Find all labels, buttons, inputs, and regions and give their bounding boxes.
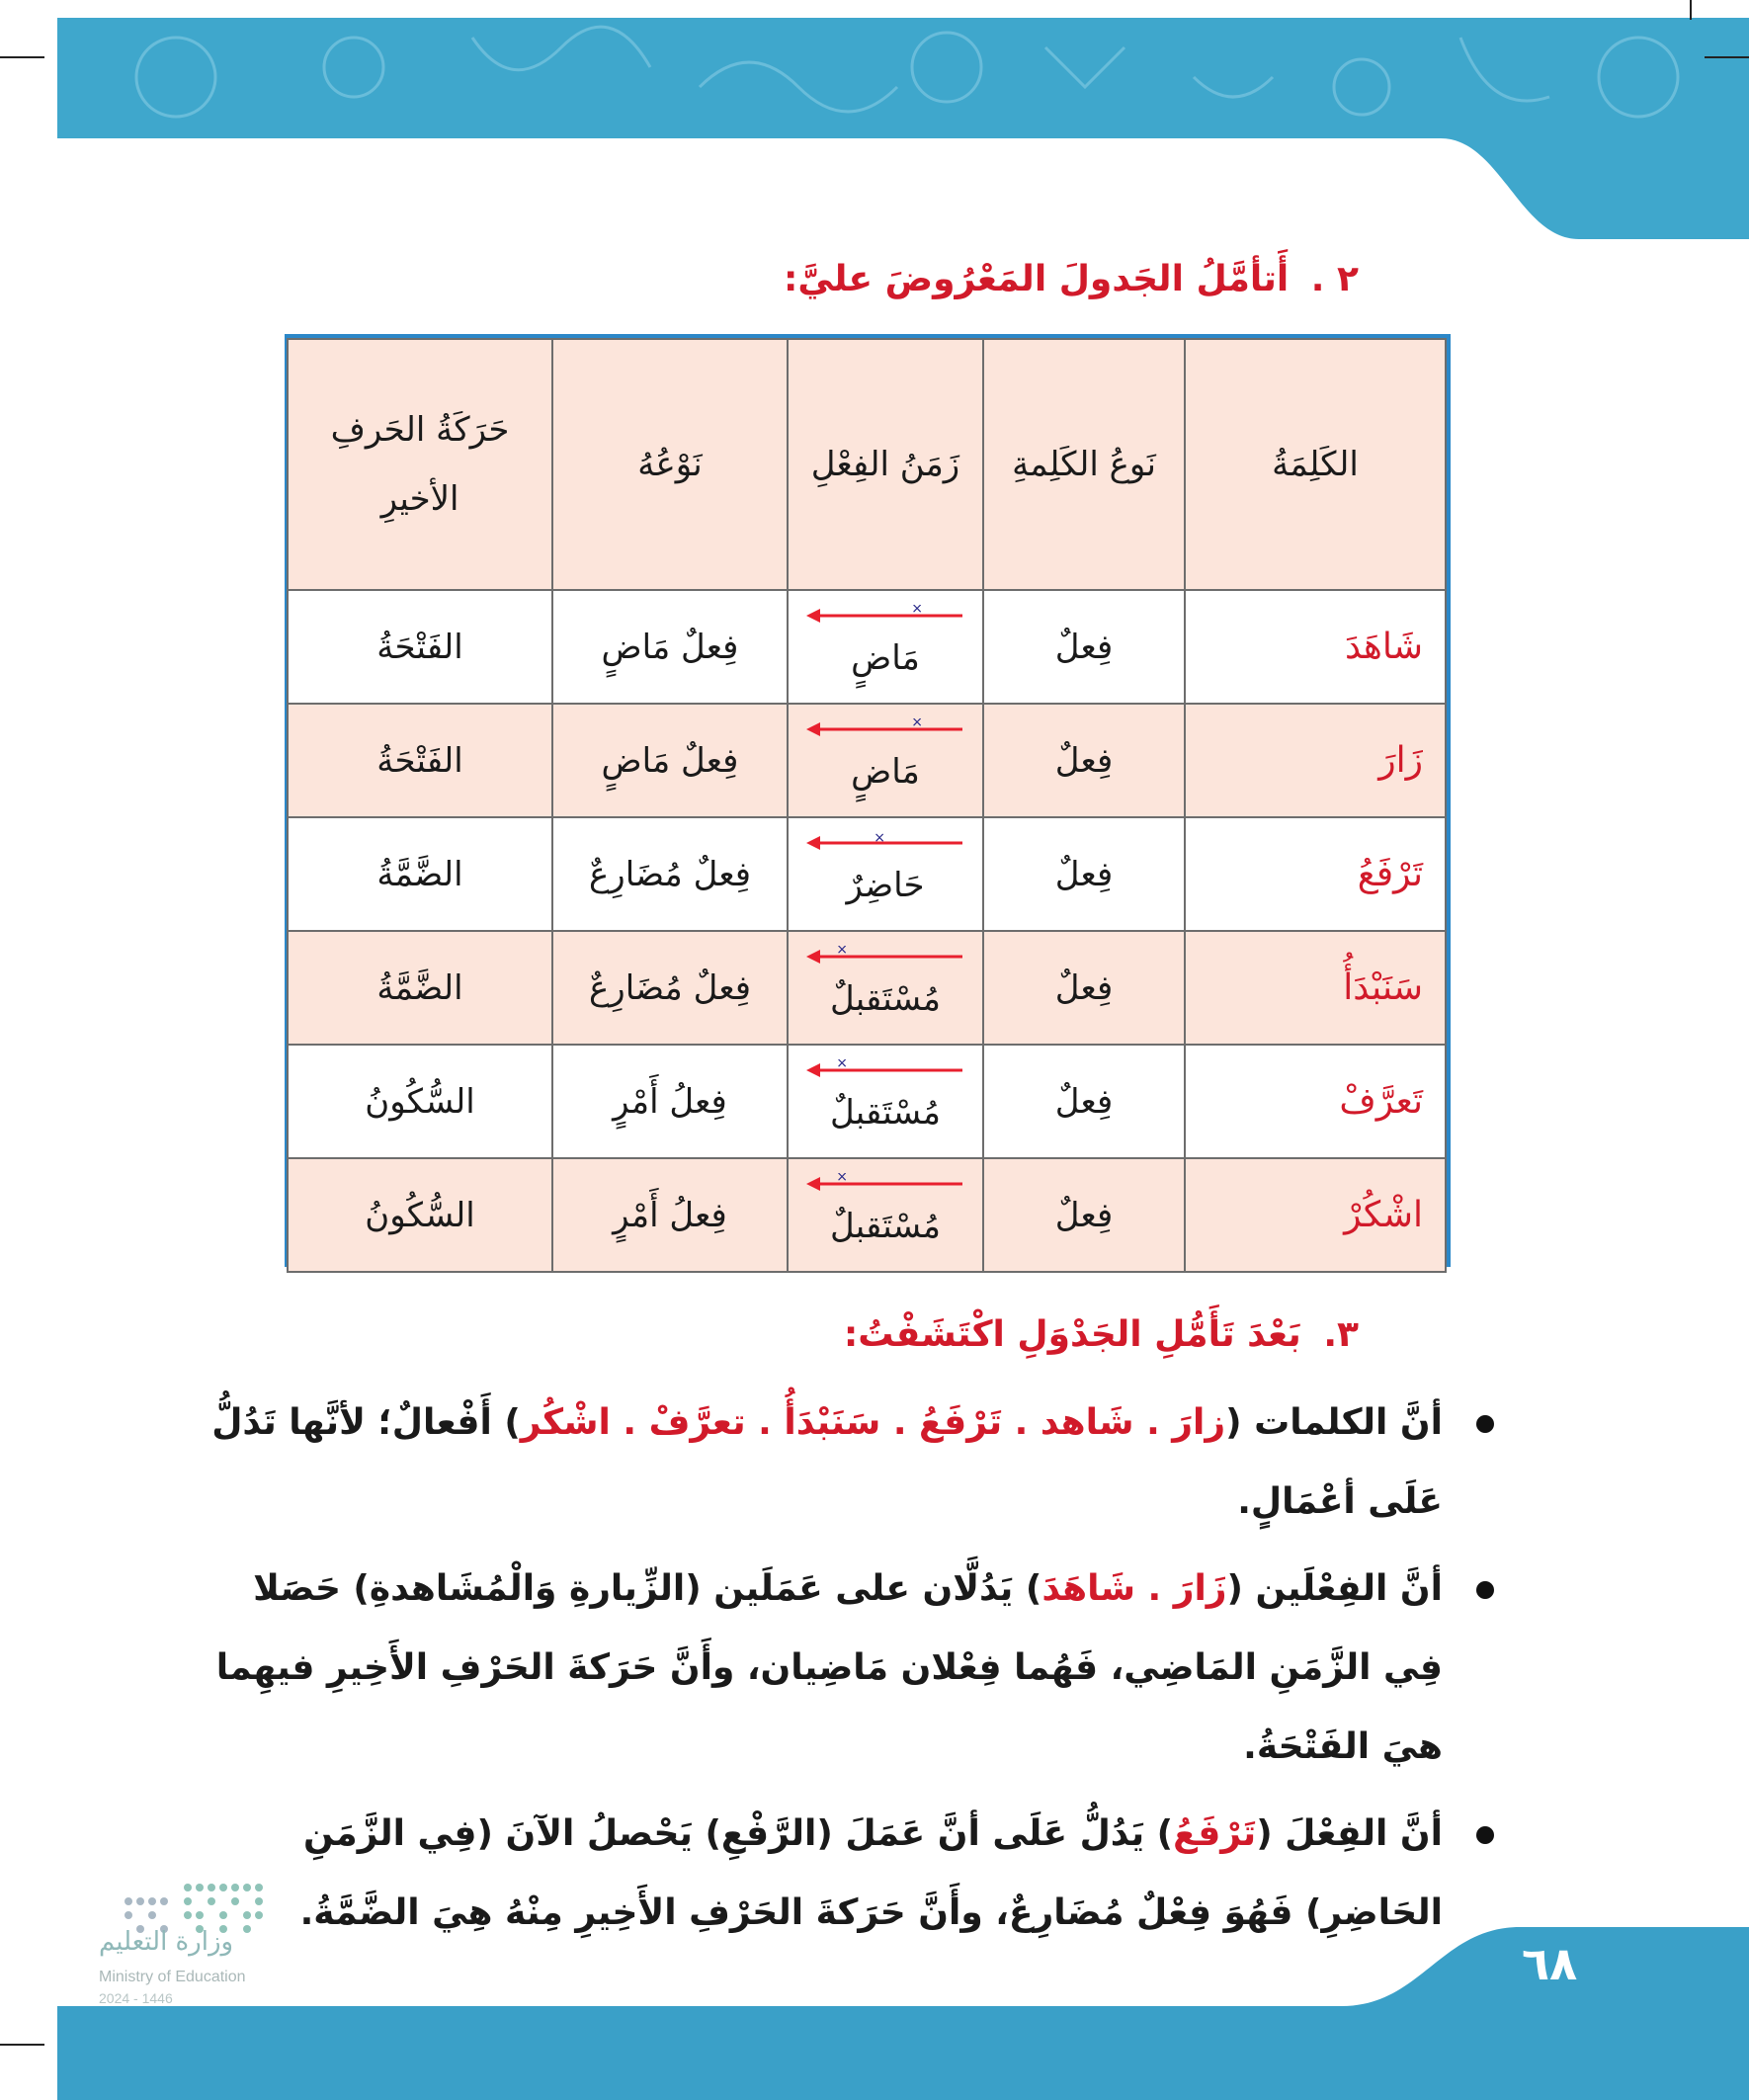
cell-word: سَنَبْدَأُ: [1185, 931, 1446, 1045]
section-2-title: أَتأمَّلُ الجَدولَ المَعْرُوضَ عليَّ:: [784, 259, 1290, 299]
header-band: [57, 18, 1749, 239]
bullet-text: ) يَدُلُّ عَلَى أنَّ عَمَلَ (الرَّفْعِ) يَحْصلُ الآنَ (فِي الزَّمَنِ الحَاضِرِ) فَهُوَ فِعْلٌ مُضَارِعٌ، وأَنَّ حَرَكةَ الحَرْفِ الأَخِيرِ مِنْهُ هِيَ الضَّمَّةُ.: [299, 1813, 1443, 1933]
cell-kind: فِعلٌ: [983, 590, 1185, 704]
crop-mark: [0, 2044, 44, 2046]
cell-time-label: حَاضِرٌ: [846, 865, 925, 905]
header-verb-type: نَوْعُهُ: [552, 339, 788, 590]
cell-last-mark: السُّكُونُ: [288, 1045, 552, 1158]
timeline-arrow-icon: [806, 1173, 964, 1195]
section-3-title: بَعْدَ تَأَمُّلِ الجَدْوَلِ اكْتَشَفْتُ:: [843, 1314, 1301, 1355]
cell-last-mark: الضَّمَّةُ: [288, 817, 552, 931]
bullet-text: أنَّ الفِعْلَ (: [1256, 1813, 1443, 1854]
cell-time: [788, 817, 983, 931]
verbs-table: [285, 334, 1451, 1267]
table-row: [288, 817, 1446, 931]
bullet-text: أنَّ الكلمات (: [1225, 1402, 1443, 1443]
cell-last-mark: السُّكُونُ: [288, 1158, 552, 1272]
table-row: [288, 704, 1446, 817]
svg-text:×: ×: [911, 718, 923, 730]
svg-text:×: ×: [874, 832, 885, 846]
cell-kind: فِعلٌ: [983, 704, 1185, 817]
timeline-arrow-icon: [806, 1059, 964, 1081]
cell-time-label: مُسْتَقبلٌ: [829, 1092, 941, 1133]
cell-time: [788, 1045, 983, 1158]
cell-last-mark: الضَّمَّةُ: [288, 931, 552, 1045]
cell-type: فِعلُ أَمْرٍ: [552, 1158, 788, 1272]
svg-text:×: ×: [836, 1059, 848, 1071]
list-item: [188, 1384, 1502, 1542]
cell-kind: فِعلٌ: [983, 1045, 1185, 1158]
bullet-icon: [1476, 1581, 1494, 1599]
page-number: ٦٨: [1522, 1937, 1578, 1990]
cell-last-mark: الفَتْحَةُ: [288, 590, 552, 704]
bullet-highlight: زارَ . شَاهد . تَرْفَعُ . سَنَبْدَأُ . تعرَّفْ . اشْكُر: [520, 1402, 1226, 1443]
crop-mark: [1705, 56, 1749, 58]
footer-band: [57, 1927, 1749, 2100]
svg-text:×: ×: [836, 946, 848, 958]
ministry-name-en: Ministry of Education: [99, 1969, 246, 1985]
bullet-text: ) أَفْعالٌ؛ لأنَّها تَدُلُّ عَلَى أعْمَالٍ.: [211, 1402, 1443, 1522]
crop-mark: [0, 56, 44, 58]
cell-type: فِعلٌ مَاضٍ: [552, 704, 788, 817]
cell-type: فِعلُ أَمْرٍ: [552, 1045, 788, 1158]
cell-kind: فِعلٌ: [983, 817, 1185, 931]
cell-word: تَرْفَعُ: [1185, 817, 1446, 931]
svg-text:×: ×: [836, 1173, 848, 1185]
ministry-name-ar: وزارة التعليم: [99, 1927, 234, 1957]
section-2-number: ٢ .: [1310, 259, 1359, 299]
cell-word: شَاهَدَ: [1185, 590, 1446, 704]
section-3-heading: [844, 1314, 1359, 1355]
ministry-logo-icon: [89, 1848, 277, 1986]
edition-year: 2024 - 1446: [99, 1990, 173, 2006]
header-word-kind: نَوعُ الكَلِمةِ: [983, 339, 1185, 590]
cell-time: [788, 704, 983, 817]
header-verb-time: زَمَنُ الفِعْلِ: [788, 339, 983, 590]
header-last-letter-mark: حَرَكَةُ الحَرفِ الأخيرِ: [288, 339, 552, 590]
findings-list: [188, 1384, 1502, 1961]
cell-time-label: مَاضٍ: [851, 637, 920, 678]
cell-time-label: مَاضٍ: [851, 751, 920, 792]
list-item: [188, 1550, 1502, 1787]
table-row: [288, 931, 1446, 1045]
bullet-highlight: تَرْفَعُ: [1173, 1813, 1257, 1854]
crop-mark: [1690, 0, 1692, 20]
cell-time: [788, 1158, 983, 1272]
cell-last-mark: الفَتْحَةُ: [288, 704, 552, 817]
timeline-arrow-icon: [806, 832, 964, 854]
section-2-heading: [784, 259, 1359, 299]
table-row: [288, 590, 1446, 704]
section-3-number: ٣.: [1323, 1314, 1359, 1355]
svg-text:×: ×: [911, 605, 923, 617]
cell-type: فِعلٌ مُضَارِعٌ: [552, 931, 788, 1045]
table-row: [288, 1158, 1446, 1272]
timeline-arrow-icon: [806, 718, 964, 740]
cell-kind: فِعلٌ: [983, 1158, 1185, 1272]
cell-word: تَعرَّفْ: [1185, 1045, 1446, 1158]
table-row: [288, 1045, 1446, 1158]
cell-time-label: مُسْتَقبلٌ: [829, 978, 941, 1019]
bullet-text: أنَّ الفِعْلَين (: [1226, 1568, 1443, 1609]
bullet-icon: [1476, 1826, 1494, 1844]
table-header-row: [288, 339, 1446, 590]
cell-word: اشْكُرْ: [1185, 1158, 1446, 1272]
header-word: الكَلِمَةُ: [1185, 339, 1446, 590]
bullet-text: ) يَدُلَّان على عَمَلَين (الزِّيارةِ وَالْمُشَاهدةِ) حَصَلا فِي الزَّمَنِ المَاضِي، فَهُما فِعْلان مَاضِيان، وأَنَّ حَرَكةَ الحَرْفِ الأَخِيرِ فيهِما هيَ الفَتْحَةُ.: [215, 1568, 1443, 1767]
cell-kind: فِعلٌ: [983, 931, 1185, 1045]
cell-time: [788, 590, 983, 704]
timeline-arrow-icon: [806, 605, 964, 627]
cell-time-label: مُسْتَقبلٌ: [829, 1206, 941, 1246]
timeline-arrow-icon: [806, 946, 964, 967]
cell-type: فِعلٌ مَاضٍ: [552, 590, 788, 704]
bullet-icon: [1476, 1415, 1494, 1433]
cell-word: زَارَ: [1185, 704, 1446, 817]
cell-type: فِعلٌ مُضَارِعٌ: [552, 817, 788, 931]
verbs-table-grid: [287, 338, 1447, 1273]
cell-time: [788, 931, 983, 1045]
bullet-highlight: زَارَ . شَاهَدَ: [1041, 1568, 1227, 1609]
